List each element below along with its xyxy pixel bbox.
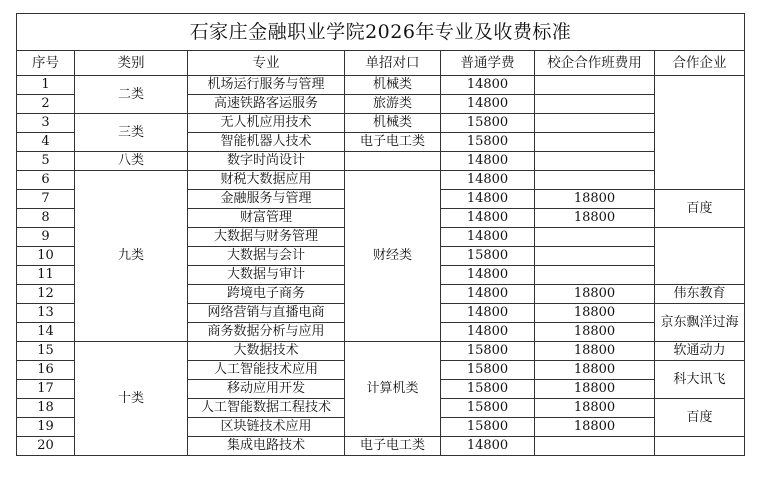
tuition-cell: 14800: [441, 285, 535, 304]
row-no: 6: [17, 171, 75, 190]
tuition-cell: 14800: [441, 171, 535, 190]
row-no: 7: [17, 190, 75, 209]
category-cell: 八类: [75, 152, 188, 171]
coop-fee-cell: [535, 133, 655, 152]
table-row: [17, 152, 745, 171]
coop-fee-cell: [535, 152, 655, 171]
fee-table: [16, 13, 745, 456]
table-row: [17, 171, 745, 190]
category-cell: 九类: [75, 171, 188, 342]
coop-fee-cell: 18800: [535, 190, 655, 209]
major-cell: 高速铁路客运服务: [188, 95, 345, 114]
tuition-cell: 15800: [441, 247, 535, 266]
major-cell: 区块链技术应用: [188, 418, 345, 437]
row-no: 13: [17, 304, 75, 323]
tuition-cell: 14800: [441, 152, 535, 171]
major-cell: 移动应用开发: [188, 380, 345, 399]
header-major: 专业: [188, 51, 345, 76]
coop-fee-cell: [535, 76, 655, 95]
category-cell: 二类: [75, 76, 188, 114]
row-no: 4: [17, 133, 75, 152]
category-cell: 十类: [75, 342, 188, 456]
header-coop-fee: 校企合作班费用: [535, 51, 655, 76]
exam-group-cell-empty: [345, 152, 441, 171]
coop-fee-cell: 18800: [535, 209, 655, 228]
tuition-cell: 14800: [441, 95, 535, 114]
row-no: 14: [17, 323, 75, 342]
tuition-cell: 14800: [441, 266, 535, 285]
row-no: 18: [17, 399, 75, 418]
major-cell: 网络营销与直播电商: [188, 304, 345, 323]
major-cell: 财富管理: [188, 209, 345, 228]
header-row: [17, 51, 745, 76]
tuition-cell: 15800: [441, 342, 535, 361]
row-no: 3: [17, 114, 75, 133]
exam-group-cell: 财经类: [345, 171, 441, 342]
category-cell: 三类: [75, 114, 188, 152]
row-no: 17: [17, 380, 75, 399]
tuition-cell: 15800: [441, 418, 535, 437]
row-no: 15: [17, 342, 75, 361]
major-cell: 财税大数据应用: [188, 171, 345, 190]
table-row: [17, 76, 745, 95]
partner-cell-empty: [655, 76, 745, 190]
exam-group-cell: 计算机类: [345, 342, 441, 437]
coop-fee-cell: [535, 437, 655, 456]
exam-group-cell: 电子电工类: [345, 133, 441, 152]
tuition-cell: 15800: [441, 380, 535, 399]
row-no: 11: [17, 266, 75, 285]
tuition-cell: 14800: [441, 209, 535, 228]
partner-cell: 伟东教育: [655, 285, 745, 304]
major-cell: 大数据技术: [188, 342, 345, 361]
table-row: [17, 342, 745, 361]
coop-fee-cell: [535, 114, 655, 133]
coop-fee-cell: 18800: [535, 361, 655, 380]
major-cell: 商务数据分析与应用: [188, 323, 345, 342]
coop-fee-cell: 18800: [535, 285, 655, 304]
coop-fee-cell: 18800: [535, 399, 655, 418]
row-no: 10: [17, 247, 75, 266]
major-cell: 大数据与会计: [188, 247, 345, 266]
coop-fee-cell: [535, 266, 655, 285]
row-no: 20: [17, 437, 75, 456]
coop-fee-cell: 18800: [535, 418, 655, 437]
row-no: 8: [17, 209, 75, 228]
major-cell: 智能机器人技术: [188, 133, 345, 152]
tuition-cell: 14800: [441, 323, 535, 342]
coop-fee-cell: [535, 247, 655, 266]
tuition-cell: 14800: [441, 190, 535, 209]
header-partner: 合作企业: [655, 51, 745, 76]
exam-group-cell: 旅游类: [345, 95, 441, 114]
major-cell: 跨境电子商务: [188, 285, 345, 304]
tuition-cell: 14800: [441, 228, 535, 247]
major-cell: 无人机应用技术: [188, 114, 345, 133]
row-no: 12: [17, 285, 75, 304]
row-no: 9: [17, 228, 75, 247]
tuition-cell: 14800: [441, 437, 535, 456]
tuition-cell: 15800: [441, 399, 535, 418]
major-cell: 人工智能数据工程技术: [188, 399, 345, 418]
tuition-cell: 14800: [441, 304, 535, 323]
header-exam-group: 单招对口: [345, 51, 441, 76]
coop-fee-cell: [535, 95, 655, 114]
header-category: 类别: [75, 51, 188, 76]
header-tuition: 普通学费: [441, 51, 535, 76]
major-cell: 机场运行服务与管理: [188, 76, 345, 95]
row-no: 1: [17, 76, 75, 95]
row-no: 5: [17, 152, 75, 171]
tuition-cell: 15800: [441, 114, 535, 133]
coop-fee-cell: 18800: [535, 380, 655, 399]
major-cell: 数字时尚设计: [188, 152, 345, 171]
tuition-cell: 14800: [441, 76, 535, 95]
coop-fee-cell: 18800: [535, 304, 655, 323]
row-no: 2: [17, 95, 75, 114]
tuition-cell: 15800: [441, 361, 535, 380]
table-title: 石家庄金融职业学院2026年专业及收费标准: [16, 13, 745, 50]
coop-fee-cell: [535, 228, 655, 247]
partner-cell: 百度: [655, 190, 745, 228]
major-cell: 大数据与财务管理: [188, 228, 345, 247]
header-no: 序号: [17, 51, 75, 76]
partner-cell: 百度: [655, 399, 745, 437]
major-cell: 大数据与审计: [188, 266, 345, 285]
partner-cell: 软通动力: [655, 342, 745, 361]
fee-table-container: [16, 13, 744, 456]
partner-cell-empty: [655, 437, 745, 456]
exam-group-cell: 电子电工类: [345, 437, 441, 456]
coop-fee-cell: 18800: [535, 323, 655, 342]
major-cell: 人工智能技术应用: [188, 361, 345, 380]
partner-cell: 科大讯飞: [655, 361, 745, 399]
coop-fee-cell: 18800: [535, 342, 655, 361]
partner-cell: 京东飘洋过海: [655, 304, 745, 342]
exam-group-cell: 机械类: [345, 114, 441, 133]
partner-cell-empty: [655, 228, 745, 285]
tuition-cell: 15800: [441, 133, 535, 152]
major-cell: 金融服务与管理: [188, 190, 345, 209]
major-cell: 集成电路技术: [188, 437, 345, 456]
table-row: [17, 114, 745, 133]
exam-group-cell: 机械类: [345, 76, 441, 95]
row-no: 16: [17, 361, 75, 380]
coop-fee-cell: [535, 171, 655, 190]
row-no: 19: [17, 418, 75, 437]
